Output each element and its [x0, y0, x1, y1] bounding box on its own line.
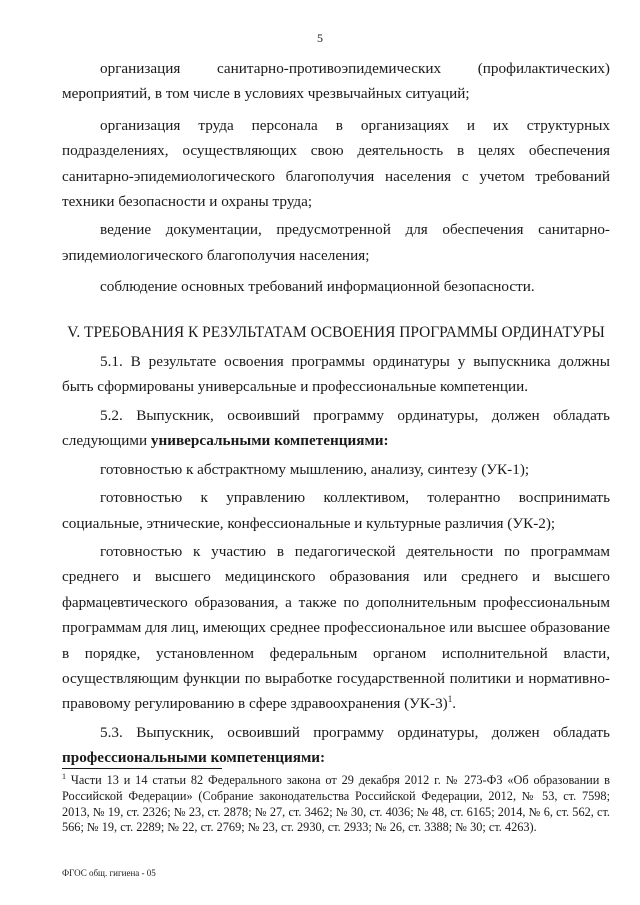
paragraph-5-2: [62, 403, 610, 454]
paragraph-5-1: 5.1. В результате освоения программы ординатуры у выпускника должны быть сформированы универсальные и профессиональные компетенции.: [62, 353, 610, 396]
paragraph-5-3-lead: 5.3. Выпускник, освоивший программу ординатуры, должен обладать: [100, 723, 610, 741]
paragraph-5-2-colon: :: [383, 432, 389, 450]
universal-competencies-term: универсальными компетенциями: [150, 432, 384, 450]
footer-document-code: ФГОС общ. гигиена - 05: [62, 868, 156, 878]
footnote-ref-1: 1: [447, 694, 453, 705]
competency-uk-1: готовностью к абстрактному мышлению, анализу, синтезу (УК-1);: [100, 460, 530, 478]
paragraph-5-2-lead: 5.2. Выпускник, освоивший программу ординатуры, должен обладать следующими: [62, 406, 610, 450]
page-number: 5: [317, 31, 323, 45]
paragraph-sanitary-measures: организация санитарно-противоэпидемических (профилактических) мероприятий, в том числе в условиях чрезвычайных ситуаций;: [62, 60, 610, 103]
paragraph-5-3: [62, 720, 610, 771]
paragraph-documentation: ведение документации, предусмотренной для обеспечения санитарно-эпидемиологического благополучия населения;: [62, 221, 610, 264]
professional-competencies-term: профессиональными компетенциями: [62, 749, 321, 767]
competency-uk-3-period: .: [452, 695, 457, 713]
competency-uk-2: готовностью к управлению коллективом, толерантно воспринимать социальные, этнические, конфессиональные и культурные различия (УК-2);: [62, 489, 610, 532]
section-heading: V. ТРЕБОВАНИЯ К РЕЗУЛЬТАТАМ ОСВОЕНИЯ ПРОГРАММЫ ОРДИНАТУРЫ: [67, 323, 605, 341]
footnote-divider: [62, 768, 222, 769]
paragraph-labor-organization: организация труда персонала в организациях и их структурных подразделениях, осуществляющих свою деятельность в целях обеспечения санитарно-эпидемиологического благополучия населения с учетом требований техники безопасности и охраны труда;: [62, 116, 610, 211]
footnote-text: Части 13 и 14 статьи 82 Федерального закона от 29 декабря 2012 г. № 273-ФЗ «Об образовании в Российской Федерации» (Собрание законодательства Российской Федерации, 2012, № 53, ст. 7598; 2013, № 19, ст. 2326; № 23, ст. 2878; № 27, ст. 3462; № 30, ст. 4036; № 48, ст. 6165; 2014, № 6, ст. 562, ст. 566; № 19, ст. 2289; № 22, ст. 2769; № 23, ст. 2930, ст. 2933; № 26, ст. 3388; № 30; ст. 4263).: [62, 773, 610, 835]
footnote-1: [62, 773, 610, 836]
competency-uk-3-text: готовностью к участию в педагогической деятельности по программам среднего и высшего медицинского образования или среднего и высшего фармацевтического образования, а также по дополнительным профессиональным программам для лиц, имеющих среднее профессиональное или высшее образование в порядке, установленном федеральным органом исполнительной власти, осуществляющим функции по выработке государственной политики и нормативно-правовому регулированию в сфере здравоохранения (УК-3): [62, 542, 610, 713]
paragraph-information-security: соблюдение основных требований информационной безопасности.: [100, 278, 535, 296]
paragraph-5-3-colon: :: [320, 749, 326, 767]
document-body: [62, 56, 610, 771]
competency-uk-3: [62, 539, 610, 717]
footnote-marker: 1: [62, 771, 66, 781]
